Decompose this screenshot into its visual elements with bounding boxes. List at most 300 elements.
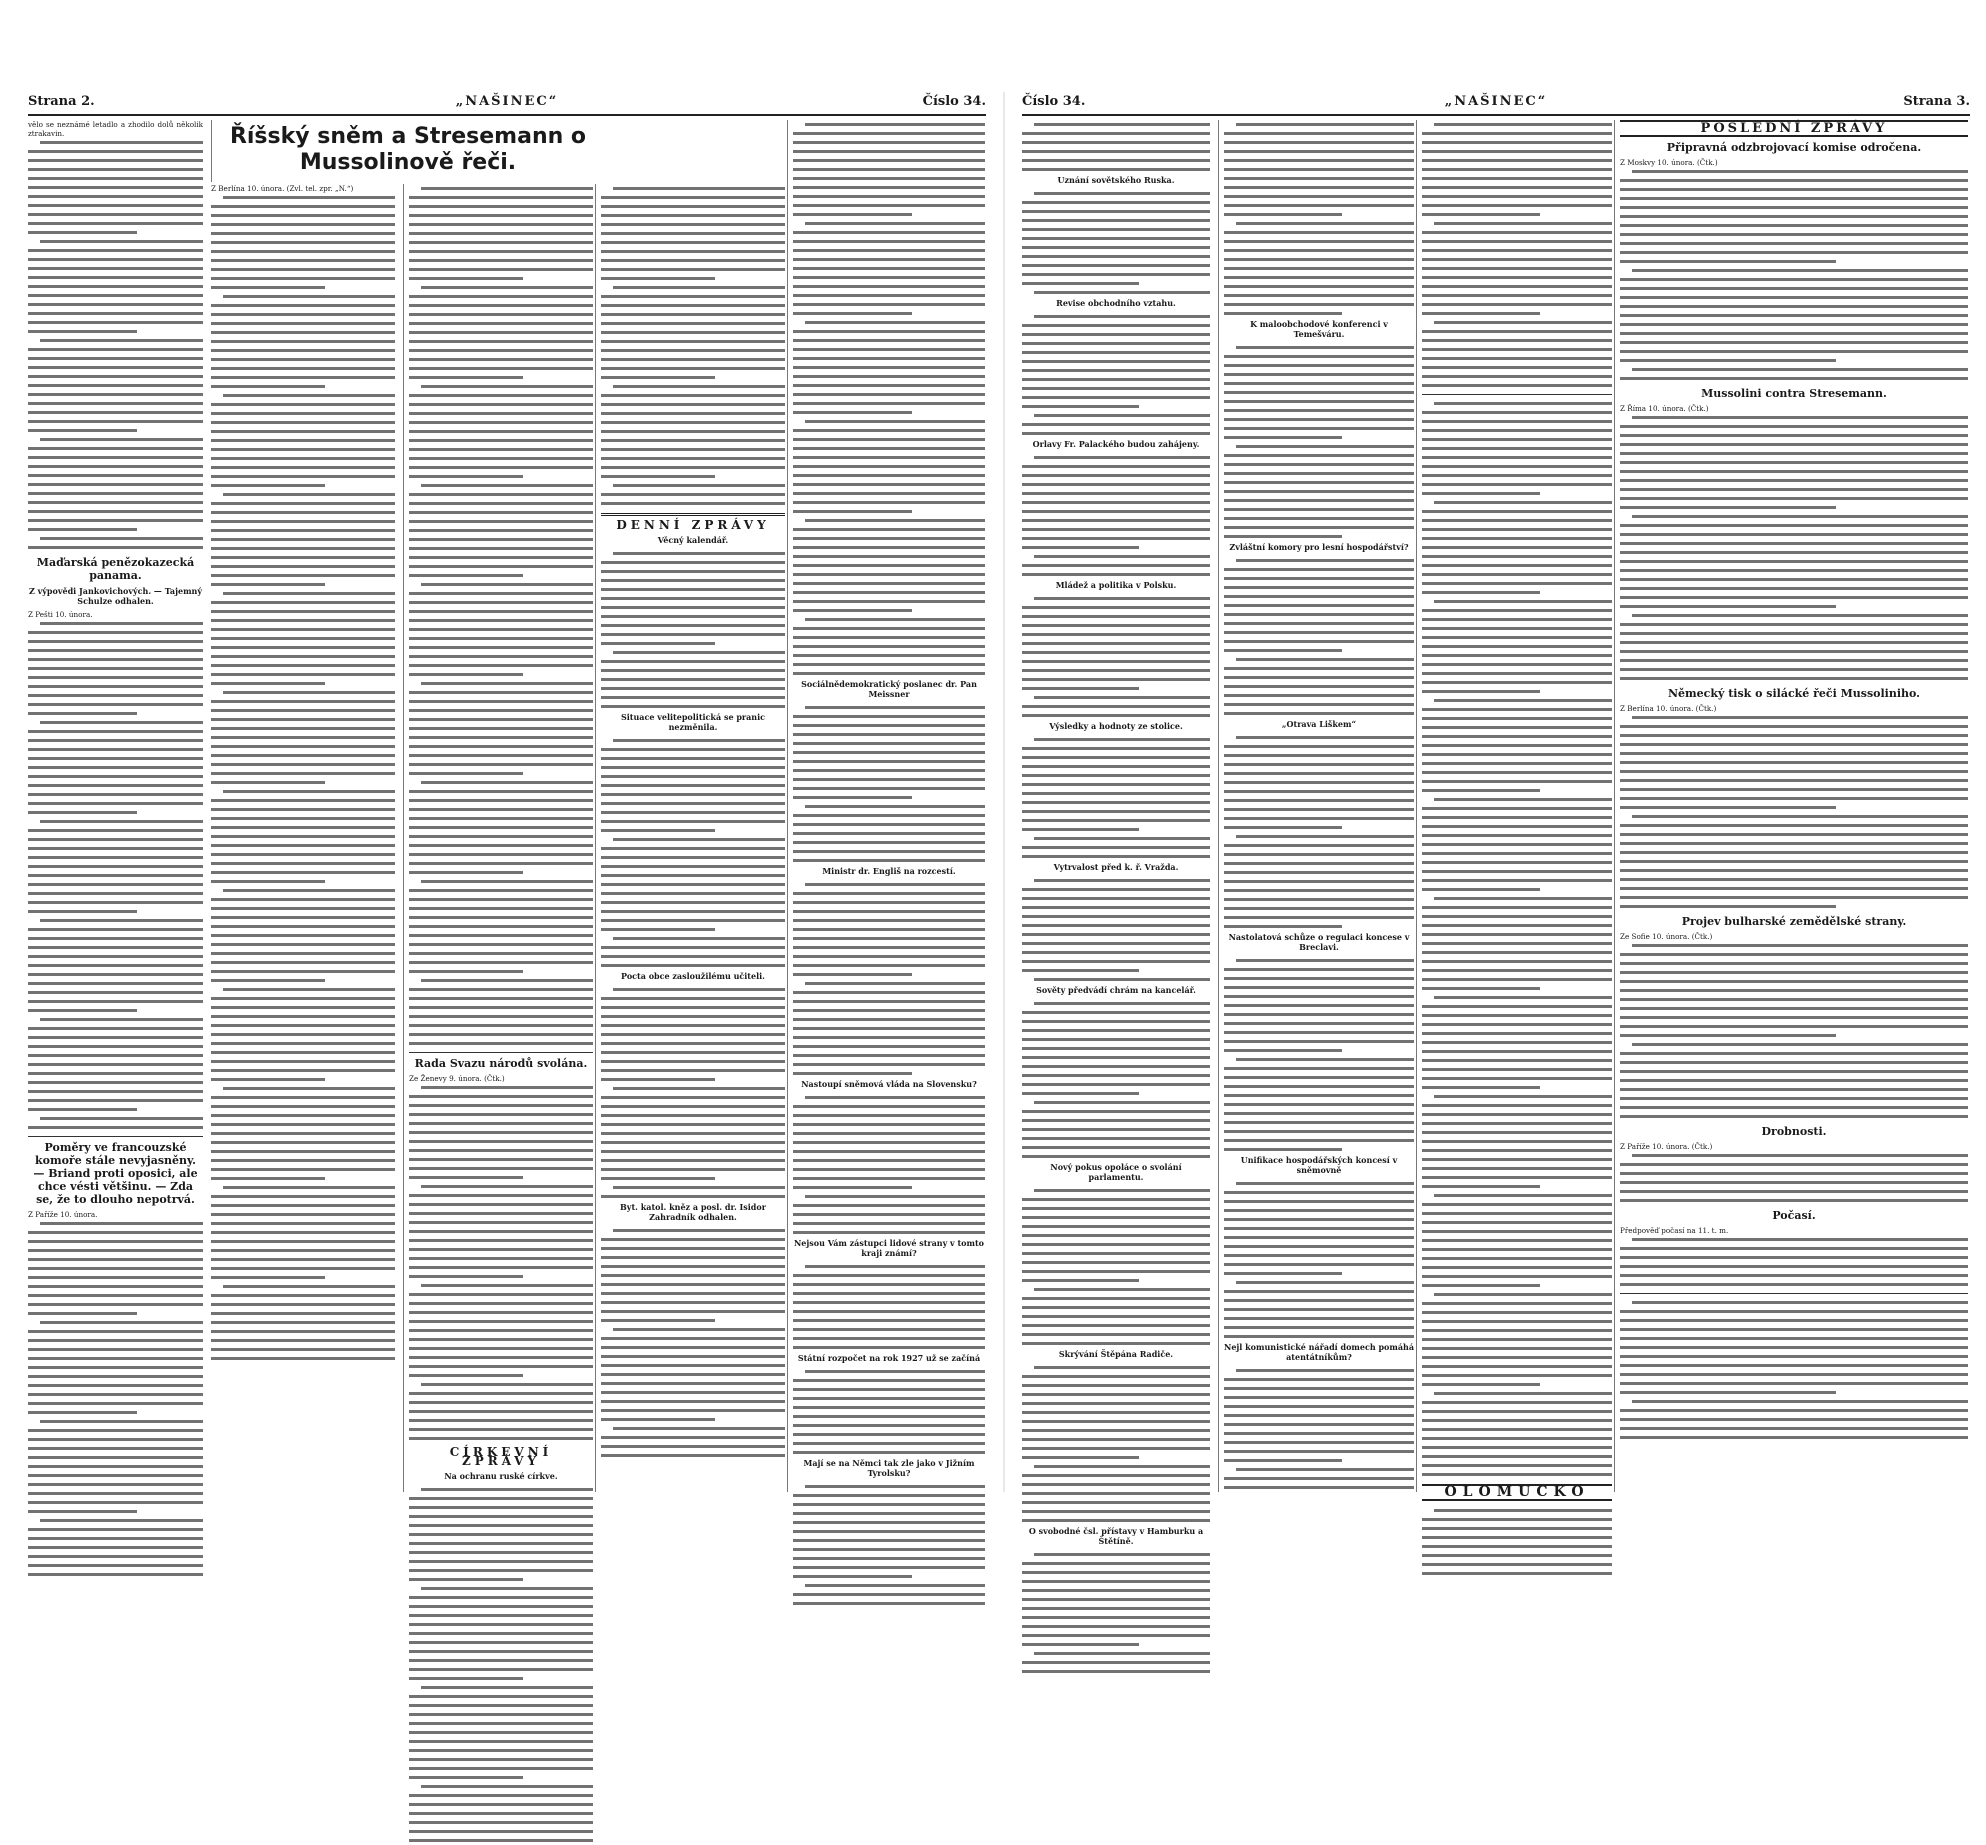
page-gutter <box>1003 92 1005 1492</box>
text-line <box>601 1424 785 1433</box>
article-text <box>1620 167 1968 383</box>
text-line <box>1224 565 1414 574</box>
article-text <box>601 985 785 1201</box>
text-line <box>1224 1206 1414 1215</box>
text-line <box>211 328 395 337</box>
text-line <box>409 814 593 823</box>
text-line <box>211 445 395 454</box>
text-line <box>1620 1388 1968 1397</box>
text-line <box>409 760 593 769</box>
text-line <box>409 544 593 553</box>
text-line <box>1224 760 1414 769</box>
text-line <box>409 1137 593 1146</box>
text-line <box>28 934 203 943</box>
text-line <box>601 844 785 853</box>
text-line <box>1022 1631 1210 1640</box>
text-line <box>1224 1019 1414 1028</box>
text-line <box>601 862 785 871</box>
text-line <box>409 850 593 859</box>
text-line <box>1422 1209 1612 1218</box>
text-line <box>1422 183 1612 192</box>
text-line <box>211 625 395 634</box>
text-line <box>793 273 985 282</box>
text-line <box>1422 588 1612 597</box>
text-line <box>601 603 785 612</box>
text-line <box>793 552 985 561</box>
text-line <box>1224 1384 1414 1393</box>
text-line <box>1422 714 1612 723</box>
text-line <box>1022 1303 1210 1312</box>
news-item-title: Nastolatová schůze o regulaci koncese v Breclavi. <box>1228 932 1410 952</box>
text-line <box>601 1307 785 1316</box>
text-line <box>601 1280 785 1289</box>
text-line <box>601 916 785 925</box>
text-line <box>1022 207 1210 216</box>
text-line <box>1022 288 1210 297</box>
text-line <box>28 534 203 543</box>
text-line <box>28 1516 203 1525</box>
text-line <box>1620 1031 1968 1040</box>
text-line <box>211 355 395 364</box>
text-line <box>1022 252 1210 261</box>
text-line <box>1422 894 1612 903</box>
text-line <box>1224 1393 1414 1402</box>
text-line <box>1022 702 1210 711</box>
text-line <box>793 1500 985 1509</box>
text-line <box>1224 165 1414 174</box>
text-line <box>28 525 203 534</box>
text-line <box>601 1165 785 1174</box>
text-line <box>601 684 785 693</box>
text-line <box>211 580 395 589</box>
text-line <box>28 1489 203 1498</box>
text-line <box>409 1101 593 1110</box>
article-text <box>1022 189 1210 297</box>
text-line <box>1224 1118 1414 1127</box>
text-line <box>211 1345 395 1354</box>
article-dateline: Z Paříže 10. února. (Čtk.) <box>1620 1142 1713 1151</box>
news-item-title: Skrývání Štěpána Radiče. <box>1058 1349 1174 1359</box>
text-line <box>601 1111 785 1120</box>
text-line <box>793 408 985 417</box>
text-line <box>28 345 203 354</box>
text-line <box>409 922 593 931</box>
text-line <box>1224 1010 1414 1019</box>
news-item-title: Nastoupí sněmová vláda na Slovensku? <box>801 1079 977 1089</box>
text-line <box>793 1219 985 1228</box>
text-line <box>793 219 985 228</box>
text-line <box>1022 807 1210 816</box>
text-line <box>793 1280 985 1289</box>
text-line <box>1620 1244 1968 1253</box>
text-line <box>1022 999 1210 1008</box>
text-line <box>1224 664 1414 673</box>
text-line <box>601 1343 785 1352</box>
text-line <box>1022 1507 1210 1516</box>
text-line <box>1224 300 1414 309</box>
text-line <box>1422 543 1612 552</box>
text-line <box>211 220 395 229</box>
text-line <box>1620 902 1968 911</box>
text-line <box>1022 1640 1210 1649</box>
text-line <box>409 481 593 490</box>
text-line <box>211 517 395 526</box>
news-item-title: Mládež a politika v Polsku. <box>1055 580 1177 590</box>
text-line <box>793 1518 985 1527</box>
article-subhead: Na ochranu ruské církve. <box>444 1471 558 1481</box>
text-line <box>409 472 593 481</box>
text-line <box>211 571 395 580</box>
text-line <box>1224 1402 1414 1411</box>
text-line <box>28 1552 203 1561</box>
text-line <box>1422 507 1612 516</box>
text-line <box>793 633 985 642</box>
text-line <box>793 1102 985 1111</box>
text-line <box>28 201 203 210</box>
text-line <box>409 1371 593 1380</box>
text-line <box>1224 904 1414 913</box>
text-line <box>409 436 593 445</box>
text-line <box>1422 1362 1612 1371</box>
text-line <box>1620 1343 1968 1352</box>
text-line <box>211 535 395 544</box>
text-line <box>1620 431 1968 440</box>
text-line <box>793 1491 985 1500</box>
text-line <box>1620 413 1968 422</box>
article-text <box>409 184 593 1048</box>
text-line <box>211 544 395 553</box>
text-line <box>793 462 985 471</box>
text-line <box>1224 379 1414 388</box>
text-line <box>793 534 985 543</box>
text-line <box>1224 983 1414 992</box>
text-line <box>211 814 395 823</box>
text-line <box>1422 777 1612 786</box>
text-line <box>793 988 985 997</box>
news-item-title: Mají se na Němci tak zle jako v Jižním Tyrolsku? <box>803 1458 975 1478</box>
text-line <box>1422 147 1612 156</box>
text-line <box>601 310 785 319</box>
text-line <box>1022 1667 1210 1676</box>
text-line <box>1022 939 1210 948</box>
main-headline: Říšský sněm a Stresemann o Mussolinově řeči. <box>229 124 587 175</box>
text-line <box>793 1385 985 1394</box>
text-line <box>1422 966 1612 975</box>
text-line <box>28 1570 203 1579</box>
text-line <box>1422 1560 1612 1569</box>
text-line <box>1620 230 1968 239</box>
text-line <box>1422 237 1612 246</box>
text-line <box>793 961 985 970</box>
text-line <box>1224 451 1414 460</box>
text-line <box>1022 1222 1210 1231</box>
text-line <box>601 1102 785 1111</box>
text-line <box>1022 789 1210 798</box>
text-line <box>211 1264 395 1273</box>
text-line <box>1224 574 1414 583</box>
text-line <box>1620 803 1968 812</box>
text-line <box>793 291 985 300</box>
article-text <box>28 138 203 552</box>
news-item-title: „Otrava Liškem“ <box>1281 719 1357 729</box>
text-line <box>793 1316 985 1325</box>
text-line <box>793 1111 985 1120</box>
text-line <box>1422 327 1612 336</box>
text-line <box>601 328 785 337</box>
text-line <box>1022 147 1210 156</box>
text-line <box>1620 1397 1968 1406</box>
text-line <box>211 1075 395 1084</box>
text-line <box>1022 1204 1210 1213</box>
text-line <box>409 553 593 562</box>
text-line <box>1224 1314 1414 1323</box>
text-line <box>1224 1224 1414 1233</box>
text-line <box>1022 129 1210 138</box>
article-text <box>1422 120 1612 390</box>
text-line <box>28 1282 203 1291</box>
text-line <box>211 292 395 301</box>
text-line <box>601 1021 785 1030</box>
text-line <box>409 463 593 472</box>
text-line <box>793 1069 985 1078</box>
text-line <box>1422 597 1612 606</box>
text-line <box>1422 1308 1612 1317</box>
text-line <box>211 1354 395 1363</box>
text-line <box>1224 1474 1414 1483</box>
text-line <box>1620 959 1968 968</box>
news-item-title: Uznání sovětského Ruska. <box>1057 175 1175 185</box>
article-text <box>601 184 785 508</box>
text-line <box>409 1290 593 1299</box>
article-text <box>601 1226 785 1460</box>
text-line <box>1620 257 1968 266</box>
text-line <box>1022 711 1210 720</box>
article-text <box>793 1367 985 1457</box>
text-line <box>793 1174 985 1183</box>
text-line <box>1224 1438 1414 1447</box>
text-line <box>1224 637 1414 646</box>
text-line <box>1422 579 1612 588</box>
text-line <box>601 1156 785 1165</box>
text-line <box>28 1435 203 1444</box>
text-line <box>1620 512 1968 521</box>
text-line <box>1422 246 1612 255</box>
text-line <box>28 1219 203 1228</box>
text-line <box>211 841 395 850</box>
text-line <box>793 721 985 730</box>
text-line <box>1620 185 1968 194</box>
text-line <box>409 337 593 346</box>
text-line <box>1620 812 1968 821</box>
text-line <box>211 724 395 733</box>
text-line <box>28 282 203 291</box>
text-line <box>409 1021 593 1030</box>
text-line <box>793 1448 985 1457</box>
text-line <box>1022 843 1210 852</box>
text-line <box>1022 1372 1210 1381</box>
text-line <box>793 1536 985 1545</box>
text-line <box>409 1566 593 1575</box>
text-line <box>793 264 985 273</box>
text-line <box>1224 424 1414 433</box>
article-text <box>1620 413 1968 683</box>
text-line <box>1224 796 1414 805</box>
article-text <box>793 880 985 1078</box>
text-line <box>409 1110 593 1119</box>
text-line <box>409 607 593 616</box>
text-line <box>409 1728 593 1737</box>
text-line <box>793 435 985 444</box>
text-line <box>1620 593 1968 602</box>
text-line <box>409 526 593 535</box>
text-line <box>409 796 593 805</box>
text-line <box>601 274 785 283</box>
text-line <box>409 1200 593 1209</box>
text-line <box>1224 1242 1414 1251</box>
masthead: „NAŠINEC“ <box>455 94 559 109</box>
text-line <box>1620 1058 1968 1067</box>
text-line <box>1022 666 1210 675</box>
text-line <box>1224 406 1414 415</box>
text-line <box>211 859 395 868</box>
text-line <box>28 237 203 246</box>
text-line <box>409 256 593 265</box>
text-line <box>1224 1215 1414 1224</box>
text-line <box>1224 610 1414 619</box>
text-line <box>28 1033 203 1042</box>
text-line <box>211 481 395 490</box>
text-line <box>28 1345 203 1354</box>
text-line <box>409 1155 593 1164</box>
text-line <box>1224 496 1414 505</box>
news-item-title: Nový pokus opoláce o svolání parlamentu. <box>1050 1162 1182 1182</box>
text-line <box>793 1271 985 1280</box>
article-text <box>409 1485 593 1845</box>
text-line <box>601 1183 785 1192</box>
article-text <box>1224 956 1414 1154</box>
text-line <box>28 1534 203 1543</box>
text-line <box>1422 561 1612 570</box>
text-line <box>211 319 395 328</box>
text-line <box>1022 1143 1210 1152</box>
text-line <box>409 697 593 706</box>
text-line <box>1022 1363 1210 1372</box>
text-line <box>1224 129 1414 138</box>
text-line <box>1620 620 1968 629</box>
text-line <box>1224 1260 1414 1269</box>
text-line <box>1422 885 1612 894</box>
text-line <box>1620 1112 1968 1121</box>
text-line <box>211 1030 395 1039</box>
article-text <box>1422 1506 1612 1578</box>
text-line <box>1022 507 1210 516</box>
text-line <box>601 1120 785 1129</box>
text-line <box>1620 1325 1968 1334</box>
text-line <box>601 648 785 657</box>
text-line <box>1422 759 1612 768</box>
text-line <box>1224 1064 1414 1073</box>
text-line <box>211 1129 395 1138</box>
text-line <box>1022 834 1210 843</box>
text-line <box>1422 1056 1612 1065</box>
text-line <box>211 877 395 886</box>
text-line <box>1022 1408 1210 1417</box>
text-line <box>1620 212 1968 221</box>
text-line <box>1620 857 1968 866</box>
text-line <box>1620 1049 1968 1058</box>
text-line <box>601 1138 785 1147</box>
text-line <box>601 1147 785 1156</box>
text-line <box>601 184 785 193</box>
text-line <box>601 693 785 702</box>
text-line <box>1620 848 1968 857</box>
text-line <box>28 628 203 637</box>
article-text <box>1224 556 1414 718</box>
text-line <box>1620 794 1968 803</box>
text-line <box>1422 1092 1612 1101</box>
text-line <box>1422 1182 1612 1191</box>
text-line <box>1022 1249 1210 1258</box>
text-line <box>409 1281 593 1290</box>
article-dateline: Ze Sofie 10. února. (Čtk.) <box>1620 932 1713 941</box>
text-line <box>1022 261 1210 270</box>
text-line <box>409 454 593 463</box>
text-line <box>409 301 593 310</box>
text-line <box>1422 471 1612 480</box>
text-line <box>211 490 395 499</box>
text-line <box>1022 1330 1210 1339</box>
text-line <box>1422 840 1612 849</box>
text-line <box>793 390 985 399</box>
text-line <box>409 994 593 1003</box>
text-line <box>793 1325 985 1334</box>
text-line <box>601 427 785 436</box>
text-line <box>409 1407 593 1416</box>
news-item-title: Unifikace hospodářských koncesí v sněmovně <box>1240 1155 1398 1175</box>
text-line <box>793 1183 985 1192</box>
text-line <box>1422 1272 1612 1281</box>
text-line <box>409 1611 593 1620</box>
text-line <box>1224 628 1414 637</box>
text-line <box>793 712 985 721</box>
article-text <box>1022 1186 1210 1348</box>
text-line <box>1422 849 1612 858</box>
text-line <box>1422 480 1612 489</box>
text-line <box>211 652 395 661</box>
text-line <box>1224 505 1414 514</box>
text-line <box>1620 167 1968 176</box>
text-line <box>601 621 785 630</box>
text-line <box>1022 138 1210 147</box>
text-line <box>409 787 593 796</box>
text-line <box>1022 1658 1210 1667</box>
article-text <box>409 1083 593 1443</box>
text-line <box>1022 1231 1210 1240</box>
text-line <box>793 498 985 507</box>
text-line <box>1620 830 1968 839</box>
text-line <box>793 300 985 309</box>
text-line <box>1022 816 1210 825</box>
page-header <box>28 92 986 116</box>
text-line <box>1224 850 1414 859</box>
text-line <box>601 1334 785 1343</box>
text-line <box>28 754 203 763</box>
text-line <box>1224 601 1414 610</box>
text-line <box>1022 966 1210 975</box>
text-line <box>601 211 785 220</box>
text-line <box>1620 866 1968 875</box>
text-line <box>1022 912 1210 921</box>
